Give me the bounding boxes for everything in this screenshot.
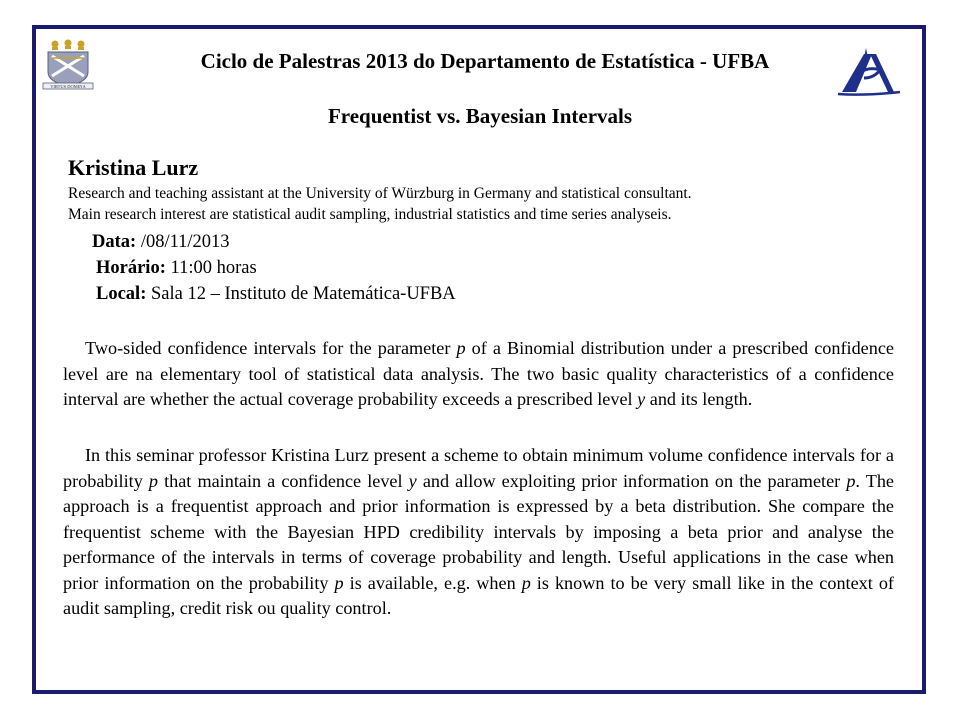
speaker-bio	[68, 183, 692, 225]
speaker-bio-line: Main research interest are statistical audit sampling, industrial statistics and time series analyseis.	[68, 206, 672, 223]
crest-motto: VIRTUS DOMINA	[50, 84, 86, 90]
date-label: Data:	[92, 232, 137, 252]
abstract-variable: y	[637, 389, 646, 409]
abstract-text: is available, e.g. when	[343, 572, 522, 593]
abstract-text: and allow exploiting prior information on the parameter	[416, 470, 847, 491]
abstract-paragraph-2	[63, 443, 894, 622]
statistics-department-logo	[834, 46, 904, 98]
time-value: 11:00 horas	[170, 258, 257, 278]
talk-title: Frequentist vs. Bayesian Intervals	[327, 104, 633, 128]
abstract-variable: p	[148, 470, 158, 491]
abstract-text: In this seminar professor Kristina Lurz present a scheme to obtain minimum volume confidence intervals for a probability	[63, 445, 894, 491]
place-row	[96, 282, 456, 306]
abstract-text: Two-sided confidence intervals for the parameter	[85, 338, 457, 358]
speaker-name: Kristina Lurz	[68, 155, 199, 180]
abstract-variable: y	[408, 470, 417, 491]
header-title: Ciclo de Palestras 2013 do Departamento de Estatística - UFBA	[200, 49, 770, 73]
date-row	[92, 230, 230, 254]
place-value: Sala 12 – Instituto de Matemática-UFBA	[150, 284, 456, 304]
abstract-paragraph-1	[63, 336, 894, 413]
abstract-text: and its length.	[645, 389, 753, 409]
abstract-variable: p	[334, 572, 344, 593]
date-value: /08/11/2013	[140, 232, 230, 252]
speaker-bio-line: Research and teaching assistant at the University of Würzburg in Germany and statistical consultant.	[68, 185, 692, 202]
place-label: Local:	[96, 284, 147, 304]
abstract-text: . The approach is a frequentist approach and prior information is expressed by a beta distribution. She compare the frequentist scheme with the Bayesian HPD credibility intervals by imposing a beta prior and analyse the performance of the intervals in terms of coverage probability and length. Useful applications in the case when prior information on the probability	[63, 470, 894, 593]
abstract-text: that maintain a confidence level	[158, 470, 409, 491]
abstract-variable: p	[521, 572, 531, 593]
abstract-variable: p	[846, 470, 856, 491]
abstract-text: is known to be very small like in the context of audit sampling, credit risk ou quality control.	[63, 572, 894, 618]
time-row	[96, 256, 257, 280]
abstract-variable: p	[456, 338, 466, 358]
abstract-text: of a Binomial distribution under a prescribed confidence level are na elementary tool of statistical data analysis. The two basic quality characteristics of a confidence interval are whether the actual coverage probability exceeds a prescribed level	[63, 338, 894, 409]
ufba-crest-logo	[40, 36, 96, 92]
time-label: Horário:	[96, 258, 166, 278]
